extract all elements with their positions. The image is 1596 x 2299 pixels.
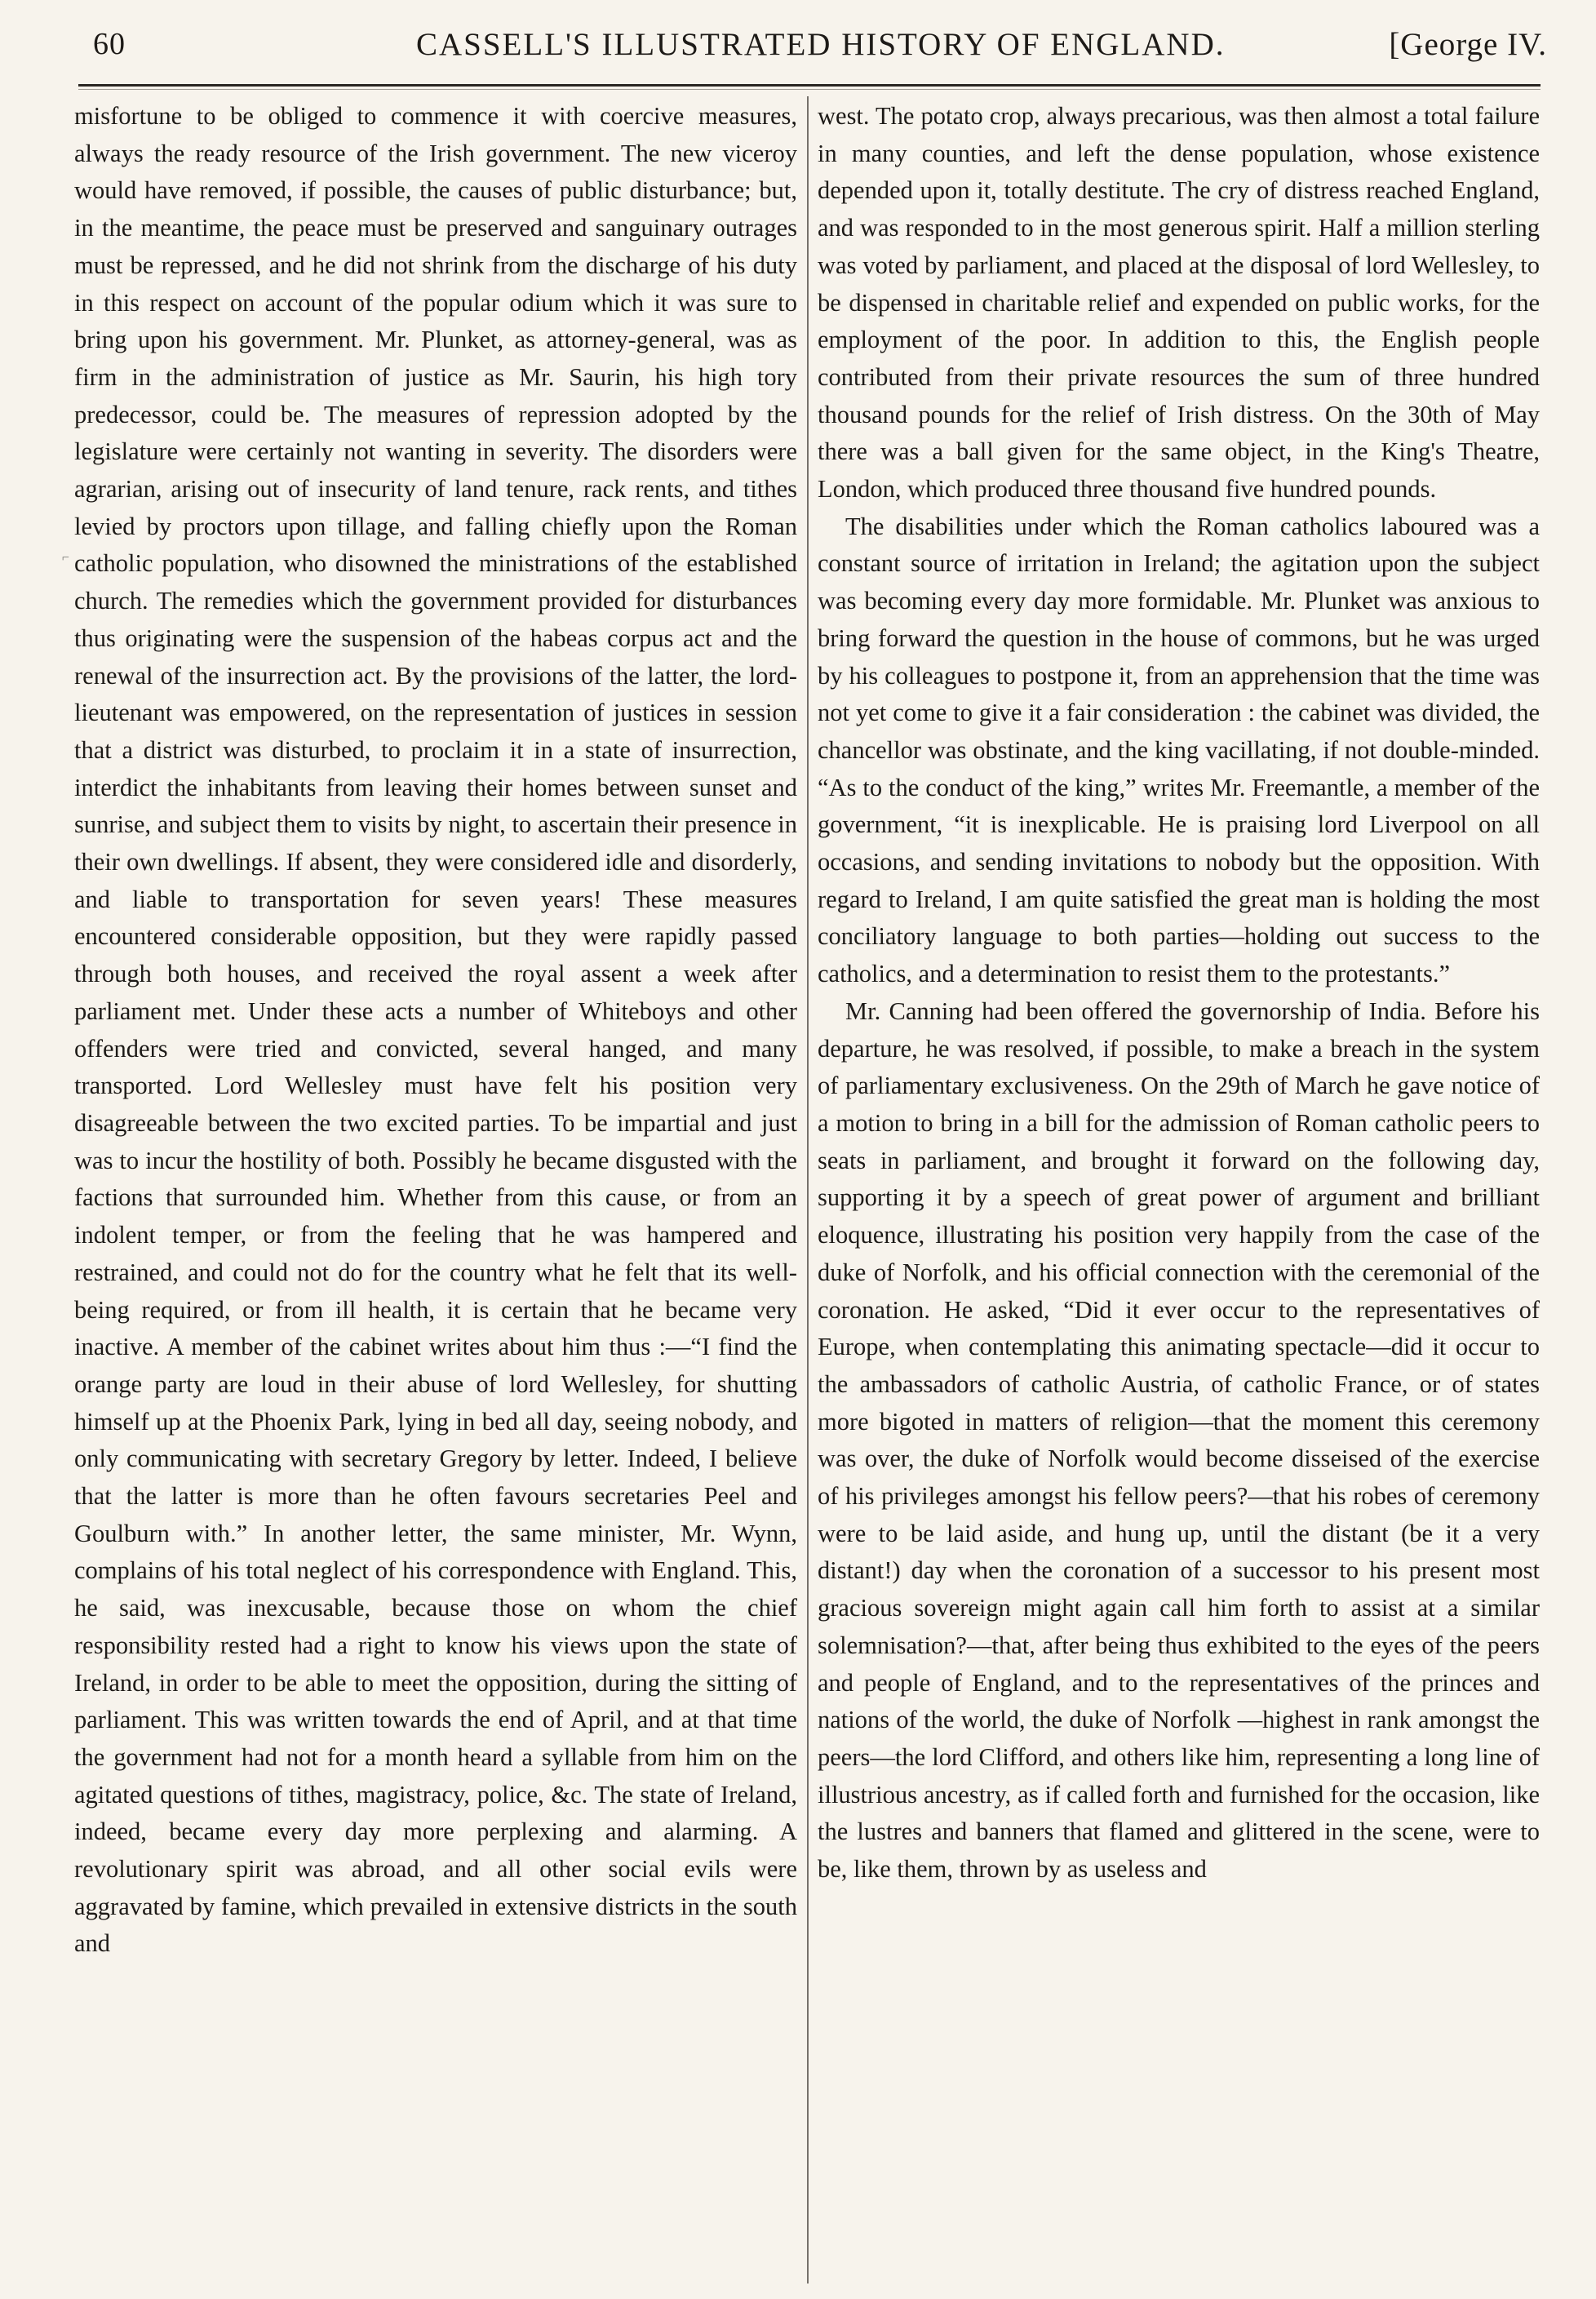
left-paragraph-1: misfortune to be obliged to commence it with coercive measures, always the ready resource of the Irish government. The new viceroy would have removed, if possible, the causes of public disturbance; but, in the meantime, the peace must be preserved and sanguinary outrages must be repressed, and he did not shrink from the discharge of his duty in this respect on account of the popular odium which it was sure to bring upon his government. Mr. Plunket, as attorney-general, was as firm in the administration of justice as Mr. Saurin, his high tory predecessor, could be. The measures of repression adopted by the legislature were certainly not wanting in severity. The disorders were agrarian, arising out of insecurity of land tenure, rack rents, and tithes levied by proctors upon tillage, and falling chiefly upon the Roman catholic population, who disowned the ministrations of the established church. The remedies which the government provided for disturbances thus originating were the suspension of the habeas corpus act and the renewal of the insurrection act. By the provisions of the latter, the lord-lieutenant was empowered, on the representation of justices in session that a district was disturbed, to proclaim it in a state of insurrection, interdict the inhabitants from leaving their homes between sunset and sunrise, and subject them to visits by night, to ascertain their presence in their own dwellings. If absent, they were considered idle and disorderly, and liable to transportation for seven years! These measures encountered considerable opposition, but they were rapidly passed through both houses, and received the royal assent a week after parliament met. Under these acts a number of Whiteboys and other offenders were tried and convicted, several hanged, and many transported. Lord Wellesley must have felt his position very disagreeable between the two excited parties. To be impartial and just was to incur the hostility of both. Possibly he became disgusted with the factions that surrounded him. Whether from this cause, or from an indolent temper, or from the feeling that he was hampered and restrained, and could not do for the country what he felt that its well-being required, or from ill health, it is certain that he became very inactive. A member of the cabinet writes about him thus :—“I find the orange party are loud in their abuse of lord Wellesley, for shutting himself up at the Phoenix Park, lying in bed all day, seeing nobody, and only communicating with secretary Gregory by letter. Indeed, I believe that the latter is more than he often favours secretaries Peel and Goulburn with.” In another letter, the same minister, Mr. Wynn, complains of his total neglect of his correspondence with England. This, he said, was inexcusable, because those on whom the chief responsibility rested had a right to know his views upon the state of Ireland, in order to be able to meet the opposition, during the sitting of parliament. This was written towards the end of April, and at that time the government had not for a month heard a syllable from him on the agitated questions of tithes, magistracy, police, &c. The state of Ireland, indeed, became every day more perplexing and alarming. A revolutionary spirit was abroad, and all other social evils were aggravated by famine, which prevailed in extensive districts in the south and — [74, 102, 797, 1958]
margin-mark: ⌐ — [62, 551, 70, 565]
page-header — [78, 26, 1547, 72]
header-rule — [78, 84, 1541, 87]
right-text-column — [818, 98, 1540, 1888]
reign-label: [George IV. — [1389, 27, 1547, 62]
right-paragraph-2: The disabilities under which the Roman catholics laboured was a constant source of irritation in Ireland; the agitation upon the subject was becoming every day more formidable. Mr. Plunket was anxious to bring forward the question in the house of commons, but he was urged by his colleagues to postpone it, from an apprehension that the time was not yet come to give it a fair consideration : the cabinet was divided, the chancellor was obstinate, and the king vacillating, if not double-minded. “As to the conduct of the king,” writes Mr. Freemantle, a member of the government, “it is inexplicable. He is praising lord Liverpool on all occasions, and sending invitations to nobody but the opposition. With regard to Ireland, I am quite satisfied the great man is holding the most conciliatory language to both parties—holding out success to the catholics, and a determination to resist them to the protestants.” — [818, 512, 1540, 988]
page-number: 60 — [93, 27, 126, 61]
right-paragraph-1: west. The potato crop, always precarious, was then almost a total failure in many counties, and left the dense population, whose existence depended upon it, totally destitute. The cry of distress reached England, and was responded to in the most generous spirit. Half a million sterling was voted by parliament, and placed at the disposal of lord Wellesley, to be dispensed in charitable relief and expended on public works, for the employment of the poor. In addition to this, the English people contributed from their private resources the sum of three hundred thousand pounds for the relief of Irish distress. On the 30th of May there was a ball given for the same object, in the King's Theatre, London, which produced three thousand five hundred pounds. — [818, 102, 1540, 504]
column-divider — [807, 96, 809, 2283]
left-text-column — [74, 98, 797, 1963]
header-rule-thin — [78, 89, 1541, 90]
running-title: CASSELL'S ILLUSTRATED HISTORY OF ENGLAND. — [416, 27, 1226, 62]
right-paragraph-3: Mr. Canning had been offered the governorship of India. Before his departure, he was resolved, if possible, to make a breach in the system of parliamentary exclusiveness. On the 29th of March he gave notice of a motion to bring in a bill for the admission of Roman catholic peers to seats in parliament, and brought it forward on the following day, supporting it by a speech of great power of argument and brilliant eloquence, illustrating his position very happily from the case of the duke of Norfolk, and his official connection with the ceremonial of the coronation. He asked, “Did it ever occur to the representatives of Europe, when contemplating this animating spectacle—did it occur to the ambassadors of catholic Austria, of catholic France, or of states more bigoted in matters of religion—that the moment this ceremony was over, the duke of Norfolk would become disseised of the exercise of his privileges amongst his fellow peers?—that his robes of ceremony were to be laid aside, and hung up, until the distant (be it a very distant!) day when the coronation of a successor to his present most gracious sovereign might again call him forth to assist at a similar solemnisation?—that, after being thus exhibited to the eyes of the peers and people of England, and to the representatives of the princes and nations of the world, the duke of Norfolk —highest in rank amongst the peers—the lord Clifford, and others like him, representing a long line of illustrious ancestry, as if called forth and furnished for the occasion, like the lustres and banners that flamed and glittered in the scene, were to be, like them, thrown by as useless and — [818, 996, 1540, 1884]
